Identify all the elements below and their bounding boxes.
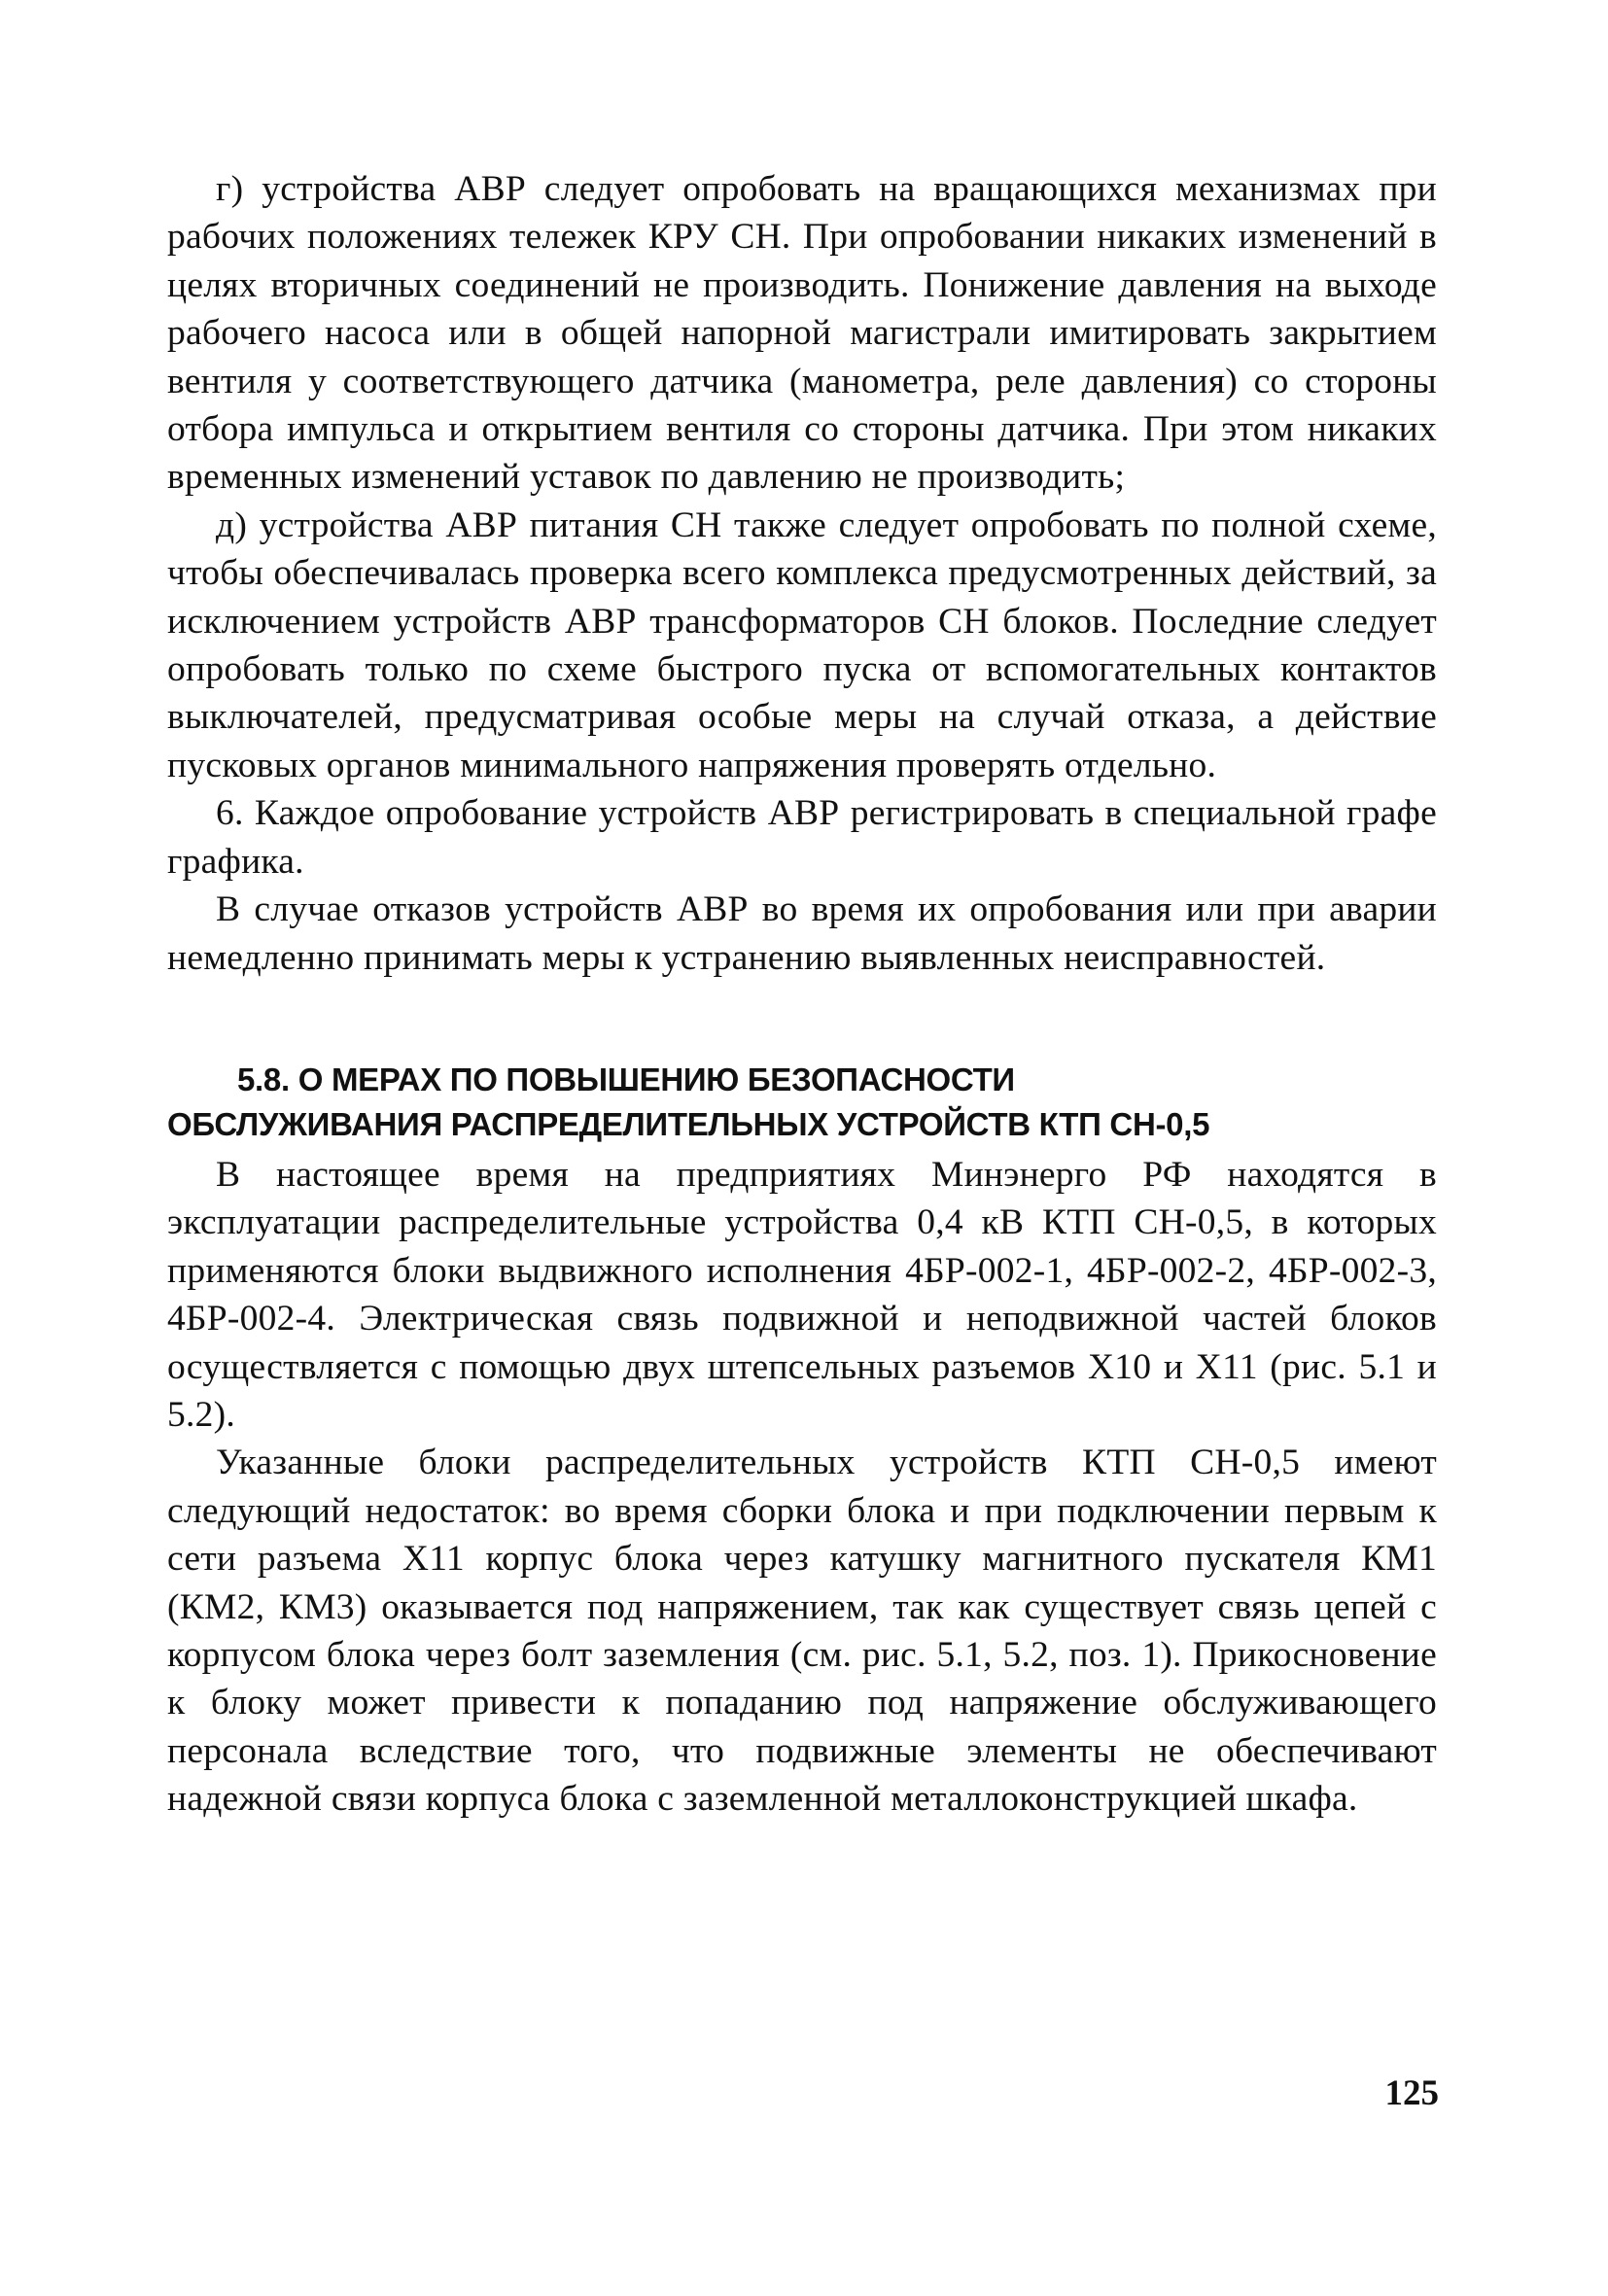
paragraph-item-g: г) устройства АВР следует опробовать на вращающихся механизмах при рабочих положениях тележек КРУ СН. При опробовании никаких изменений в целях вторичных соединений не производить. Понижение давления на выходе рабочего насоса или в общей напорной магистрали имитировать закрытием вентиля у соответствующего датчика (манометра, реле давления) со стороны отбора импульса и открытием вентиля со стороны датчика. При этом никаких временных изменений уставок по давлению не производить;: [167, 169, 1437, 498]
section-heading-line-1: 5.8. О МЕРАХ ПО ПОВЫШЕНИЮ БЕЗОПАСНОСТИ: [237, 1061, 1015, 1097]
paragraph-point-6: 6. Каждое опробование устройств АВР регистрировать в специальной графе графика.: [167, 793, 1437, 882]
paragraph-drawback: Указанные блоки распределительных устройств КТП СН-0,5 имеют следующий недостаток: во время сборки блока и при подключении первым к сети разъема Х11 корпус блока через катушку магнитного пускателя КМ1 (КМ2, КМ3) оказывается под напряжением, так как существует связь цепей с корпусом блока через болт заземления (см. рис. 5.1, 5.2, поз. 1). Прикосновение к блоку может привести к попаданию под напряжение обслуживающего персонала вследствие того, что подвижные элементы не обеспечивают надежной связи корпуса блока с заземленной металлоконструкцией шкафа.: [167, 1443, 1437, 1820]
text-column: [167, 165, 1437, 1824]
paragraph-item-d: д) устройства АВР питания СН также следует опробовать по полной схеме, чтобы обеспечивалась проверка всего комплекса предусмотренных действий, за исключением устройств АВР трансформаторов СН блоков. Последние следует опробовать только по схеме быстрого пуска от вспомогательных контактов выключателей, предусматривая особые меры на случай отказа, а действие пусковых органов минимального напряжения проверять отдельно.: [167, 504, 1437, 785]
paragraph-current-state: В настоящее время на предприятиях Минэнерго РФ находятся в эксплуатации распределительные устройства 0,4 кВ КТП СН-0,5, в которых применяются блоки выдвижного исполнения 4БР-002-1, 4БР-002-2, 4БР-002-3, 4БР-002-4. Электрическая связь подвижной и неподвижной частей блоков осуществляется с помощью двух штепсельных разъемов Х10 и Х11 (рис. 5.1 и 5.2).: [167, 1154, 1437, 1435]
page-number: 125: [1384, 2073, 1439, 2113]
section-heading: [167, 1058, 1437, 1147]
section-heading-line-2: ОБСЛУЖИВАНИЯ РАСПРЕДЕЛИТЕЛЬНЫХ УСТРОЙСТВ КТП СН-0,5: [167, 1105, 1210, 1142]
paragraph-failures: В случае отказов устройств АВР во время их опробования или при аварии немедленно принимать меры к устранению выявленных неисправностей.: [167, 889, 1437, 978]
